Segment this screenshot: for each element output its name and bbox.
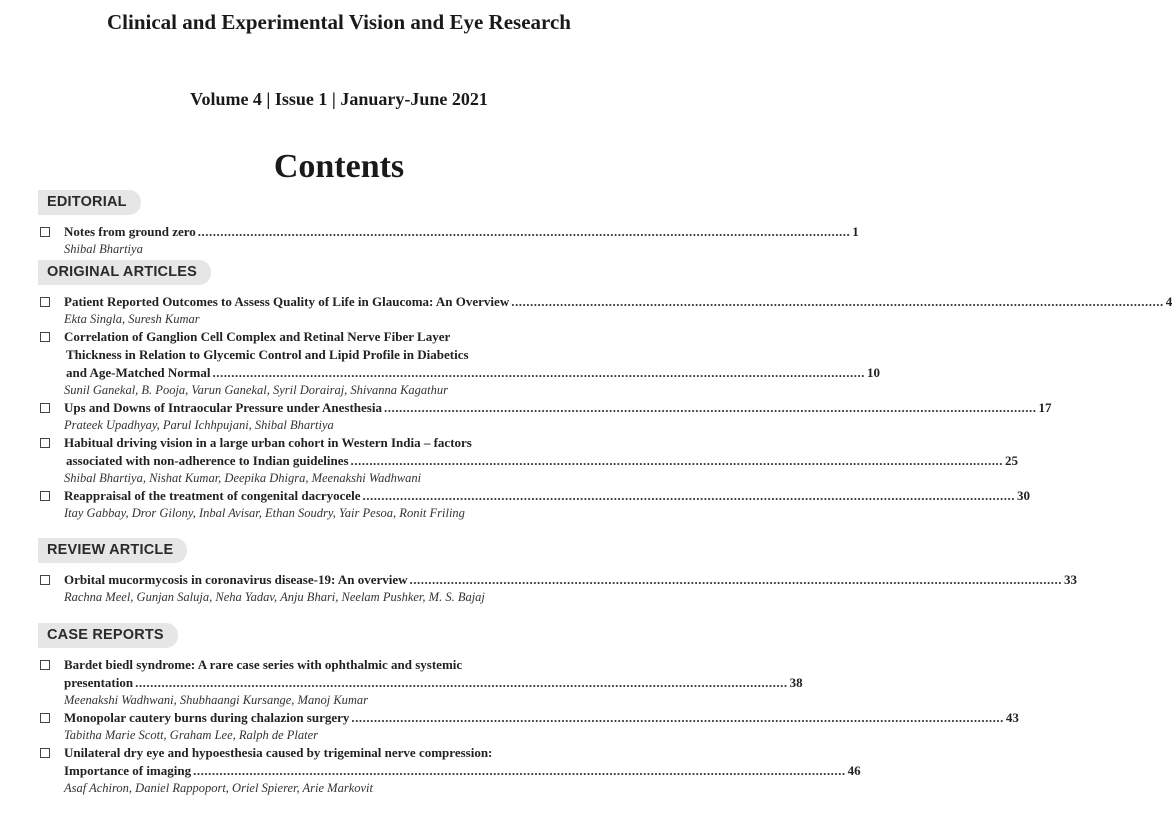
toc-entry[interactable] [38,656,803,709]
entry-title[interactable]: Ups and Downs of Intraocular Pressure under Anesthesia [64,400,382,415]
page-number: 38 [789,675,803,690]
section-label: CASE REPORTS [38,623,178,648]
checkbox-icon[interactable] [40,713,50,723]
entry-authors: Shibal Bhartiya, Nishat Kumar, Deepika Dhigra, Meenakshi Wadhwani [64,471,422,485]
entry-authors: Ekta Singla, Suresh Kumar [64,312,200,326]
checkbox-icon[interactable] [40,227,50,237]
dot-leader: .............................................................................................................................................................................. [193,763,846,778]
section-original-articles [38,260,1172,522]
page-number: 4 [1165,294,1172,309]
dot-leader: .............................................................................................................................................................................. [135,675,788,690]
section-label: EDITORIAL [38,190,141,215]
issue-line: Volume 4 | Issue 1 | January-June 2021 [190,89,488,109]
checkbox-icon[interactable] [40,748,50,758]
dot-leader: .............................................................................................................................................................................. [362,488,1016,503]
entry-authors: Rachna Meel, Gunjan Saluja, Neha Yadav, Anju Bhari, Neelam Pushker, M. S. Bajaj [64,590,485,604]
toc-entry[interactable] [38,328,880,399]
page-number: 46 [847,763,861,778]
contents-heading: Contents [273,148,405,185]
entry-title-line[interactable]: Bardet biedl syndrome: A rare case series with ophthalmic and systemic [64,657,463,672]
entry-title[interactable]: Patient Reported Outcomes to Assess Quality of Life in Glaucoma: An Overview [64,294,510,309]
page-number: 25 [1005,453,1019,468]
dot-leader: .............................................................................................................................................................................. [212,365,865,380]
toc-entry[interactable] [38,571,1078,606]
entry-authors: Sunil Ganekal, B. Pooja, Varun Ganekal, Syril Dorairaj, Shivanna Kagathur [64,383,449,397]
checkbox-icon[interactable] [40,403,50,413]
journal-title: Clinical and Experimental Vision and Eye Research [107,10,571,34]
dot-leader: .............................................................................................................................................................................. [409,572,1063,587]
section-label: REVIEW ARTICLE [38,538,187,563]
entry-title-line[interactable]: Thickness in Relation to Glycemic Control and Lipid Profile in Diabetics [66,347,469,362]
entry-title[interactable]: Importance of imaging [64,763,192,778]
entry-title[interactable]: Notes from ground zero [64,224,196,239]
page-number: 10 [866,365,880,380]
checkbox-icon[interactable] [40,575,50,585]
entry-authors: Shibal Bhartiya [64,242,143,256]
entry-title[interactable]: and Age-Matched Normal [66,365,211,380]
section-label: ORIGINAL ARTICLES [38,260,211,285]
page-number: 30 [1017,488,1031,503]
checkbox-icon[interactable] [40,491,50,501]
checkbox-icon[interactable] [40,332,50,342]
entry-title[interactable]: presentation [64,675,134,690]
dot-leader: .............................................................................................................................................................................. [351,710,1004,725]
toc-entry[interactable] [38,434,1019,487]
toc-entry[interactable] [38,293,1172,328]
dot-leader: .............................................................................................................................................................................. [383,400,1037,415]
section-case-reports [38,623,1019,797]
page-number: 43 [1005,710,1019,725]
page-number: 1 [852,224,859,239]
checkbox-icon[interactable] [40,297,50,307]
toc-entry[interactable] [38,399,1052,434]
entry-authors: Itay Gabbay, Dror Gilony, Inbal Avisar, Ethan Soudry, Yair Pesoa, Ronit Friling [64,506,465,520]
entry-authors: Tabitha Marie Scott, Graham Lee, Ralph de Plater [64,728,319,742]
dot-leader: .............................................................................................................................................................................. [350,453,1004,468]
entry-title-line[interactable]: Habitual driving vision in a large urban cohort in Western India – factors [64,435,472,450]
entry-title-line[interactable]: Correlation of Ganglion Cell Complex and Retinal Nerve Fiber Layer [64,329,451,344]
page-number: 33 [1064,572,1078,587]
dot-leader: .............................................................................................................................................................................. [197,224,851,239]
checkbox-icon[interactable] [40,660,50,670]
entry-authors: Prateek Upadhyay, Parul Ichhpujani, Shibal Bhartiya [64,418,334,432]
page-number: 17 [1038,400,1052,415]
toc-entry[interactable] [38,709,1019,744]
entry-title[interactable]: Orbital mucormycosis in coronavirus disease-19: An overview [64,572,408,587]
section-review-article [38,538,1078,606]
entry-title[interactable]: associated with non-adherence to Indian guidelines [66,453,349,468]
entry-authors: Asaf Achiron, Daniel Rappoport, Oriel Spierer, Arie Markovit [64,781,373,795]
toc-entry[interactable] [38,744,861,797]
section-editorial [38,190,859,258]
toc-entry[interactable] [38,487,1031,522]
dot-leader: .............................................................................................................................................................................. [511,294,1164,309]
entry-title[interactable]: Reappraisal of the treatment of congenital dacryocele [64,488,361,503]
toc-entry[interactable] [38,223,859,258]
entry-title[interactable]: Monopolar cautery burns during chalazion surgery [64,710,350,725]
entry-authors: Meenakshi Wadhwani, Shubhaangi Kursange, Manoj Kumar [64,693,369,707]
checkbox-icon[interactable] [40,438,50,448]
entry-title-line[interactable]: Unilateral dry eye and hypoesthesia caused by trigeminal nerve compression: [64,745,493,760]
